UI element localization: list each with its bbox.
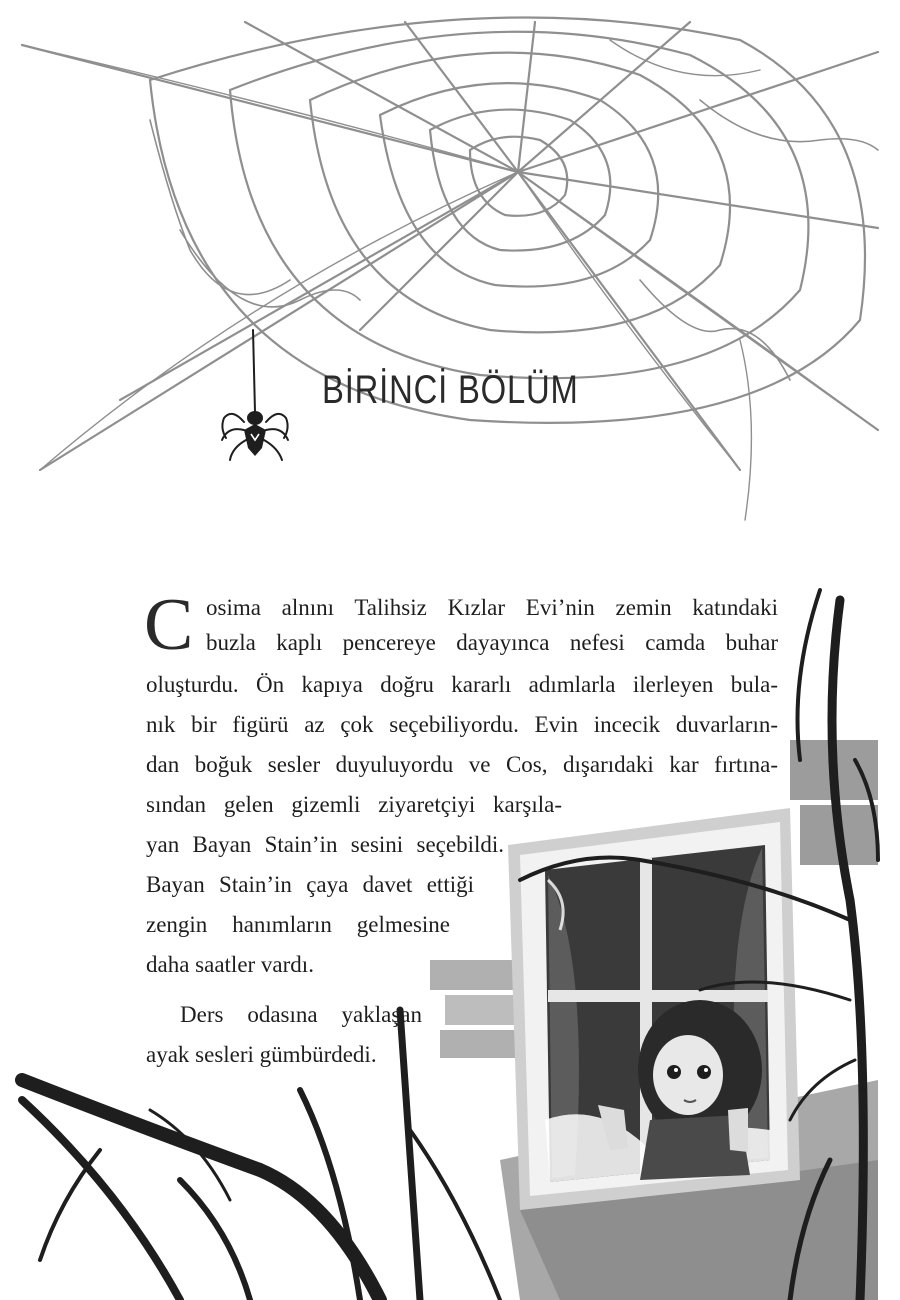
paragraph-line: buzla kaplı pencereye dayayınca nefesi camda buhar <box>206 630 778 655</box>
paragraph-line: Bayan Stain’in çaya davet ettiği <box>146 872 474 897</box>
paragraph-line: osima alnını Talihsiz Kızlar Evi’nin zemin katındaki <box>206 595 778 620</box>
drop-cap: C <box>144 584 194 666</box>
paragraph-line: oluşturdu. Ön kapıya doğru kararlı adımlarla ilerleyen bula- <box>146 672 778 697</box>
paragraph-line: dan boğuk sesler duyuluyordu ve Cos, dışarıdaki kar fırtına- <box>146 752 778 777</box>
paragraph-line: ayak sesleri gümbürdedi. <box>146 1042 377 1067</box>
paragraph-line: zengin hanımların gelmesine <box>146 912 450 937</box>
paragraph-line: Ders odasına yaklaşan <box>180 1002 422 1027</box>
chapter-title: BİRİNCİ BÖLÜM <box>322 368 579 412</box>
paragraph-line: sından gelen gizemli ziyaretçiyi karşıla- <box>146 792 562 817</box>
paragraph-line: yan Bayan Stain’in sesini seçebildi. <box>146 832 504 857</box>
paragraph-line: daha saatler vardı. <box>146 952 314 977</box>
paragraph-line: nık bir figürü az çok seçebiliyordu. Evin incecik duvarların- <box>146 712 778 737</box>
